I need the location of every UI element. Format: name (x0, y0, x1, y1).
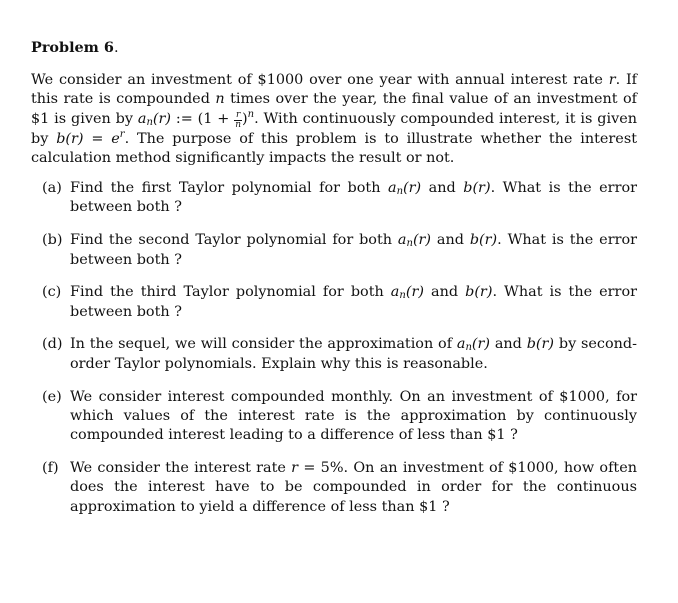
question-list (31, 179, 637, 517)
question-text: We consider the interest rate (70, 459, 292, 476)
question-text: and (421, 180, 464, 197)
question-text: Find the third Taylor polynomial for both (70, 284, 391, 301)
question-item (31, 459, 637, 517)
math-r: r (608, 72, 616, 88)
math-a: a (456, 336, 466, 353)
math-subscript: n (406, 238, 413, 250)
question-text: In the sequel, we will consider the approximation of (70, 336, 457, 353)
document-page (31, 38, 637, 530)
question-label: (f) (42, 459, 59, 476)
math-arg: (r) (412, 232, 432, 249)
question-item (31, 283, 637, 322)
intro-text: times over the year, the final value of an investment of $1 is given by (31, 91, 637, 127)
question-text: and (490, 336, 527, 353)
question-text: by second-order Taylor polynomials. Explain why this is reasonable. (70, 336, 637, 372)
question-text: = 5%. On an investment of $1000, how often does the interest have to be compounded in order for the continuous approximation to yield a difference of less than $1 ? (70, 459, 637, 515)
math-b: b(r) (469, 232, 498, 249)
problem-title-bold: Problem 6 (31, 39, 114, 56)
question-text: Find the second Taylor polynomial for both (70, 232, 398, 249)
math-b: b(r) (526, 336, 555, 353)
math-power: n (247, 108, 255, 120)
math-a: a (397, 232, 407, 249)
math-arg: (r) (403, 180, 422, 197)
math-subscript: n (465, 342, 472, 354)
math-arg: (r) (405, 284, 424, 301)
intro-text: . If this rate is compounded (31, 72, 637, 108)
math-e: e (111, 130, 120, 147)
math-subscript: n (396, 186, 404, 198)
question-label: (b) (42, 232, 63, 249)
intro-text: := (1 + (171, 110, 235, 127)
question-item (31, 231, 637, 270)
math-b: b(r) (463, 180, 491, 197)
question-text: We consider interest compounded monthly. On an investment of $1000, for which values of the interest rate is the approximation by continuously compounded interest leading to a difference of less than $1 ? (70, 388, 637, 444)
question-text: Find the first Taylor polynomial for both (70, 180, 388, 197)
question-item (31, 179, 637, 218)
intro-text: . With continuously compounded interest, it is given by (31, 110, 637, 147)
question-label: (c) (42, 284, 62, 301)
question-text: . What is the error between both ? (70, 180, 637, 216)
math-a: a (137, 110, 147, 127)
intro-text: We consider an investment of $1000 over one year with annual interest rate (31, 72, 609, 88)
math-arg: (r) (152, 110, 171, 127)
question-item (31, 335, 637, 374)
question-text: . What is the error between both ? (70, 232, 637, 268)
intro-text: . The purpose of this problem is to illustrate whether the interest calculation method significantly impacts the result or not. (31, 130, 637, 166)
math-subscript: n (399, 290, 406, 302)
math-n: n (215, 91, 225, 108)
question-text: and (431, 232, 470, 249)
fraction-numerator: r (235, 109, 241, 120)
problem-title (31, 38, 637, 58)
problem-title-suffix: . (113, 40, 119, 56)
math-r: r (291, 459, 299, 476)
question-text: . What is the error between both ? (70, 284, 637, 320)
math-a: a (390, 284, 400, 301)
math-fraction (234, 111, 242, 130)
math-arg: (r) (471, 336, 491, 353)
fraction-denominator: n (235, 119, 241, 130)
question-label: (e) (42, 388, 62, 405)
problem-intro (31, 71, 637, 168)
math-b: b(r) (56, 130, 84, 147)
math-a: a (387, 180, 397, 197)
question-item (31, 388, 637, 446)
intro-text: = (83, 130, 112, 147)
math-power: r (119, 128, 125, 140)
question-label: (a) (42, 180, 62, 197)
question-text: and (423, 284, 466, 301)
question-label: (d) (42, 336, 63, 353)
intro-text: ) (242, 110, 248, 127)
math-subscript: n (146, 116, 153, 128)
math-b: b(r) (465, 284, 493, 301)
